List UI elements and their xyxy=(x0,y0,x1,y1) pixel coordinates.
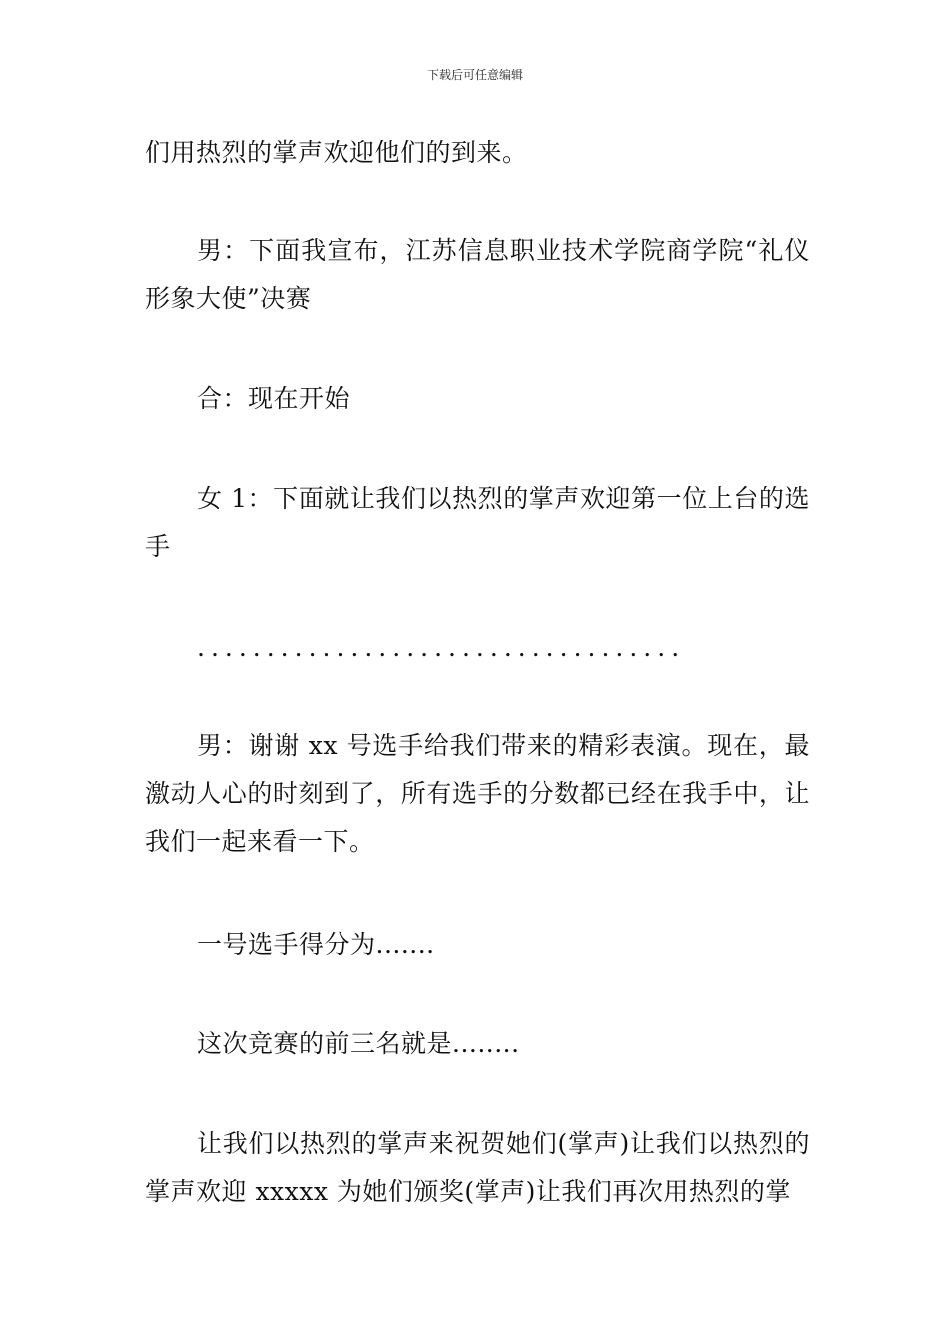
paragraph-ellipsis: ................................... xyxy=(197,633,686,662)
paragraph-scores-intro: 男：谢谢 xx 号选手给我们带来的精彩表演。现在，最激动人心的时刻到了，所有选手的分数都已经在我手中，让我们一起来看一下。 xyxy=(145,731,810,856)
paragraph-top-three: 这次竞赛的前三名就是........ xyxy=(197,1029,520,1058)
paragraph-first-contestant: 女 1：下面就让我们以热烈的掌声欢迎第一位上台的选手 xyxy=(145,484,810,561)
paragraph-welcome-continuation: 们用热烈的掌声欢迎他们的到来。 xyxy=(145,138,528,167)
paragraph-start: 合：现在开始 xyxy=(197,384,351,413)
paragraph-awards: 让我们以热烈的掌声来祝贺她们(掌声)让我们以热烈的掌声欢迎 xxxxx 为她们颁奖(掌声)让我们再次用热烈的掌 xyxy=(145,1129,810,1206)
paragraph-first-score: 一号选手得分为....... xyxy=(197,930,435,959)
page-header-note: 下载后可任意编辑 xyxy=(426,68,523,82)
paragraph-announcement: 男：下面我宣布，江苏信息职业技术学院商学院“礼仪形象大使”决赛 xyxy=(145,236,810,313)
